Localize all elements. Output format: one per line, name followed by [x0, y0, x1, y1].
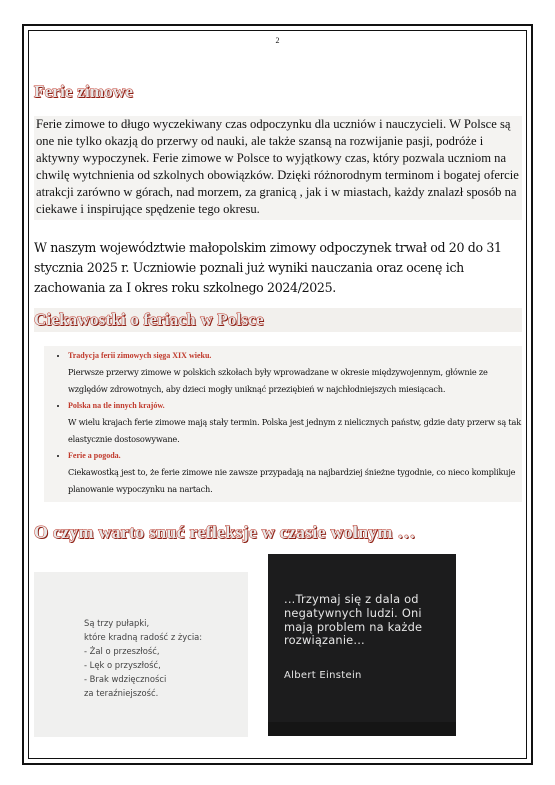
region-paragraph: W naszym województwie małopolskim zimowy odpoczynek trwał od 20 do 31 stycznia 2025 r. Uczniowie poznali już wyniki nauczania oraz ocenę ich zachowania za I okres roku szkolnego 2024/2025. [34, 240, 502, 295]
quote-author: Albert Einstein [284, 670, 362, 681]
quote-text-einstein: ...Trzymaj się z dala od negatywnych ludzi. Oni mają problem na każde rozwiązanie... [284, 592, 423, 648]
intro-paragraph: Ferie zimowe to długo wyczekiwany czas odpoczynku dla uczniów i nauczycieli. W Polsce są one nie tylko okazją do przerwy od nauki, ale także szansą na rozwijanie pasji, podróże i aktywny wypoczynek. Ferie zimowe w Polsce to wyjątkowy czas, który pozwala uczniom na chwilę wytchnienia od szkolnych obowiązków. Dzięki różnorodnym terminom i bogatej ofercie atrakcji zarówno w górach, nad morzem, za granicą , jak i w miastach, każdy znalazł sposób na ciekawe i inspirujące spędzenie tego okresu. [34, 116, 522, 220]
quote-line: - Żal o przeszłość, [84, 646, 160, 656]
list-item [68, 448, 522, 498]
fact-body: W wielu krajach ferie zimowe mają stały termin. Polska jest jednym z nielicznych państw, gdzie daty przerw są tak elastycznie dostosowywane. [68, 417, 521, 444]
quote-line: - Brak wdzięczności [84, 674, 167, 684]
image-bottom-bar [268, 722, 456, 736]
quote-image-traps [34, 572, 248, 737]
facts-list [44, 348, 522, 498]
quote-line: które kradną radość z życia: [84, 632, 203, 642]
quote-line: - Lęk o przyszłość, [84, 660, 161, 670]
section-heading-facts: Ciekawostki o feriach w Polsce [34, 308, 522, 332]
quote-image-einstein [268, 554, 456, 736]
fact-title: Tradycja ferii zimowych sięga XIX wieku. [68, 351, 212, 360]
quote-line: za teraźniejszość. [84, 688, 159, 698]
fact-title: Polska na tle innych krajów. [68, 401, 165, 410]
fact-body: Pierwsze przerwy zimowe w polskich szkołach były wprowadzane w okresie międzywojennym, głównie ze względów zdrowotnych, aby dzieci mogły uniknąć przeziębień w najchłodniejszych miesiącach. [68, 367, 488, 394]
quote-line: Są trzy pułapki, [84, 618, 150, 628]
quote-text-traps [84, 616, 202, 700]
section-heading-ferie: Ferie zimowe [34, 82, 134, 101]
page-number: 2 [275, 36, 280, 45]
fact-body: Ciekawostką jest to, że ferie zimowe nie zawsze przypadają na najbardziej śnieżne tygodnie, co nieco komplikuje planowanie wypoczynku na nartach. [68, 467, 516, 494]
section-heading-reflection: O czym warto snuć refleksje w czasie wolnym … [34, 522, 416, 542]
facts-list-container [44, 346, 522, 502]
fact-title: Ferie a pogoda. [68, 451, 121, 460]
list-item [68, 348, 522, 398]
list-item [68, 398, 522, 448]
